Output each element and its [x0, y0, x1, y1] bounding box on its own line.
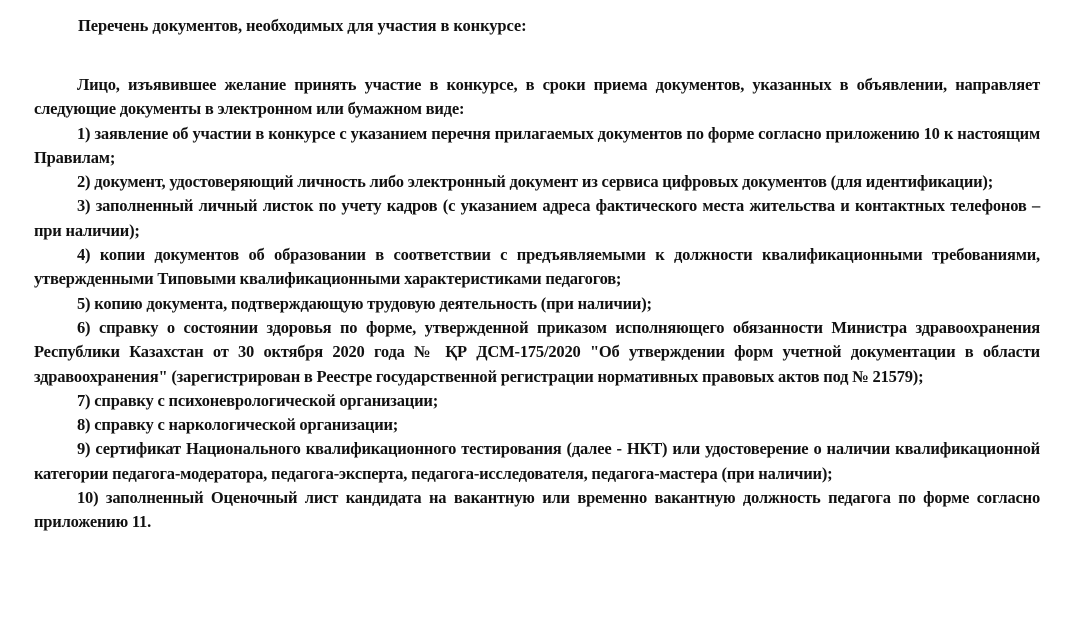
list-item-10: 10) заполненный Оценочный лист кандидата на вакантную или временно вакантную должность педагога по форме согласно приложению 11. [34, 488, 1040, 532]
list-item-7: 7) справку с психоневрологической организации; [77, 390, 439, 410]
intro-paragraph: Лицо, изъявившее желание принять участие в конкурсе, в сроки приема документов, указанных в объявлении, направляет следующие документы в электронном или бумажном виде: [34, 75, 1040, 119]
list-item-5: 5) копию документа, подтверждающую трудовую деятельность (при наличии); [77, 293, 652, 313]
list-item-1: 1) заявление об участии в конкурсе с указанием перечня прилагаемых документов по форме согласно приложению 10 к настоящим Правилам; [34, 123, 1040, 167]
list-item-3: 3) заполненный личный листок по учету кадров (с указанием адреса фактического места жительства и контактных телефонов – при наличии); [34, 196, 1040, 240]
list-item-8: 8) справку с наркологической организации; [77, 415, 399, 435]
list-item-6: 6) справку о состоянии здоровья по форме, утвержденной приказом исполняющего обязанности Министра здравоохранения Республики Казахстан от 30 октября 2020 года № ҚР ДСМ-175/2020 "Об утверждении форм учетной документации в области здравоохранения" (зарегистрирован в Реестре государственной регистрации нормативных правовых актов под № 21579); [34, 317, 1040, 386]
document-title: Перечень документов, необходимых для участия в конкурсе: [78, 16, 527, 35]
list-item-4: 4) копии документов об образовании в соответствии с предъявляемыми к должности квалификационными требованиями, утвержденными Типовыми квалификационными характеристиками педагогов; [34, 245, 1040, 289]
list-item-9: 9) сертификат Национального квалификационного тестирования (далее - НКТ) или удостоверение о наличии квалификационной категории педагога-модератора, педагога-эксперта, педагога-исследователя, педагога-мастера (при наличии); [34, 439, 1040, 483]
list-item-2: 2) документ, удостоверяющий личность либо электронный документ из сервиса цифровых документов (для идентификации); [77, 172, 994, 192]
title-spacing [34, 38, 1040, 73]
